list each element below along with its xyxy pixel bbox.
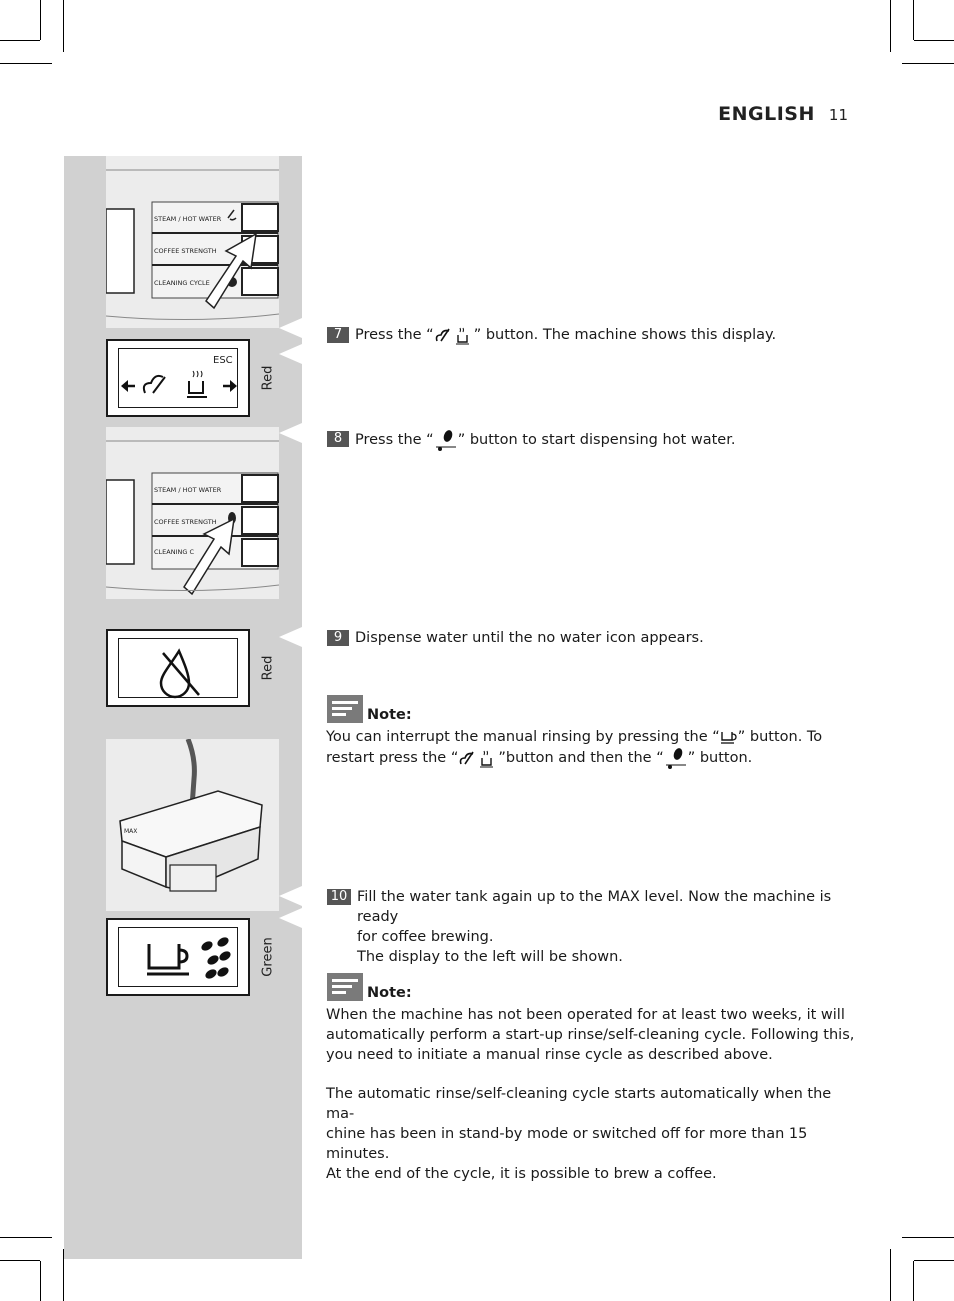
note-title: Note:: [367, 985, 412, 1001]
step-number: 8: [327, 431, 349, 447]
step-number: 9: [327, 630, 349, 646]
note-1-body: [326, 727, 856, 769]
hot-water-cup-icon: [187, 371, 207, 397]
steam-hot-water-icon: [434, 325, 474, 345]
lcd-content-1: [119, 349, 239, 409]
crop-mark: [0, 1237, 52, 1238]
callout-notch: [279, 886, 302, 906]
coffee-strength-icon: [664, 747, 688, 769]
control-panel-drawing: [106, 156, 279, 328]
coffee-strength-icon: [434, 429, 458, 451]
crop-mark: [914, 1260, 954, 1261]
button-label-steam-2: STEAM / HOT WATER: [154, 486, 222, 494]
esc-label: ESC: [213, 355, 233, 366]
note-2-line: The automatic rinse/self-cleaning cycle starts automatically when the ma-: [326, 1086, 832, 1122]
step-7: [327, 325, 852, 345]
crop-mark: [914, 40, 954, 41]
crop-mark: [902, 63, 954, 64]
crop-mark: [902, 1237, 954, 1238]
step-10: [327, 887, 852, 967]
rinse-cup-icon: [720, 728, 738, 746]
crop-mark: [0, 40, 40, 41]
crop-mark: [40, 0, 41, 40]
note-2-line: chine has been in stand-by mode or switched off for more than 15 minutes.: [326, 1126, 808, 1162]
step-9: [327, 628, 852, 648]
step-text-pre: Press the “: [355, 432, 434, 448]
note-1-text-b: ” button. To: [737, 729, 823, 745]
callout-notch: [279, 344, 302, 364]
control-panel-illustration-2: [106, 427, 279, 599]
step-text-post: ” button. The machine shows this display.: [473, 327, 777, 343]
note-title: Note:: [367, 707, 412, 723]
note-2-line: automatically perform a start-up rinse/self-cleaning cycle. Following this,: [326, 1027, 855, 1043]
water-tank-illustration: [106, 739, 279, 911]
paragraph-spacer: [326, 1065, 856, 1084]
display-steam-hot-water: [106, 339, 250, 417]
step-8: [327, 429, 852, 451]
button-label-steam: STEAM / HOT WATER: [154, 215, 222, 223]
note-1-text-e: ” button.: [687, 750, 753, 766]
step-text-pre: Press the “: [355, 327, 434, 343]
display-ready: [106, 918, 250, 996]
button-label-cleaning: CLEANING CYCLE: [154, 279, 210, 287]
callout-notch: [279, 908, 302, 928]
crop-mark: [0, 63, 52, 64]
led-color-label-2: Red: [260, 655, 276, 681]
step-text: [357, 887, 852, 967]
steam-wand-icon: [144, 376, 165, 393]
crop-mark: [890, 1249, 891, 1301]
step-text-post: ” button to start dispensing hot water.: [457, 432, 736, 448]
lcd-content-3: [119, 928, 239, 990]
step-10-line-2: for coffee brewing.: [357, 929, 494, 945]
no-water-icon: [119, 639, 239, 701]
step-text: [355, 429, 735, 451]
arrow-right-icon: [223, 380, 237, 392]
button-label-strength: COFFEE STRENGTH: [154, 247, 217, 255]
step-10-line-1: Fill the water tank again up to the MAX level. Now the machine is ready: [357, 889, 832, 925]
crop-mark: [40, 1261, 41, 1301]
note-1-text-d: ”button and then the “: [498, 750, 664, 766]
note-1-text-c: restart press the “: [326, 750, 459, 766]
callout-notch: [279, 423, 302, 443]
language-label: ENGLISH: [718, 103, 815, 125]
note-2-line: you need to initiate a manual rinse cycle as described above.: [326, 1047, 773, 1063]
note-1-text-a: You can interrupt the manual rinsing by pressing the “: [326, 729, 720, 745]
led-color-label-3: Green: [260, 937, 276, 977]
step-10-line-3: The display to the left will be shown.: [357, 949, 623, 965]
display-no-water: [106, 629, 250, 707]
cup-icon: [147, 944, 189, 974]
note-icon: [327, 695, 363, 723]
note-heading-2: [327, 973, 412, 1001]
step-number: 10: [327, 889, 351, 905]
crop-mark: [913, 0, 914, 40]
water-tank-drawing: [106, 739, 279, 911]
step-text: Dispense water until the no water icon appears.: [355, 630, 704, 646]
page-header: [718, 103, 848, 125]
note-icon: [327, 973, 363, 1001]
steam-hot-water-icon: [458, 748, 498, 768]
control-panel-illustration-1: [106, 156, 279, 328]
callout-notch: [279, 627, 302, 647]
coffee-beans-icon: [200, 936, 232, 981]
callout-notch: [279, 318, 302, 338]
control-panel-drawing-2: [106, 427, 279, 599]
step-number: 7: [327, 327, 349, 343]
note-2-line: When the machine has not been operated for at least two weeks, it will: [326, 1007, 845, 1023]
note-2-line: At the end of the cycle, it is possible to brew a coffee.: [326, 1166, 717, 1182]
button-label-cleaning-2: CLEANING C: [154, 548, 194, 556]
note-2-body: [326, 1005, 856, 1184]
crop-mark: [890, 0, 891, 52]
button-label-strength-2: COFFEE STRENGTH: [154, 518, 217, 526]
arrow-left-icon: [121, 380, 135, 392]
crop-mark: [913, 1261, 914, 1301]
crop-mark: [0, 1260, 40, 1261]
page-number: 11: [828, 106, 848, 124]
note-heading-1: [327, 695, 412, 723]
tank-max-label: MAX: [124, 828, 138, 835]
crop-mark: [63, 0, 64, 52]
step-text: [355, 325, 776, 345]
led-color-label-1: Red: [260, 365, 276, 391]
